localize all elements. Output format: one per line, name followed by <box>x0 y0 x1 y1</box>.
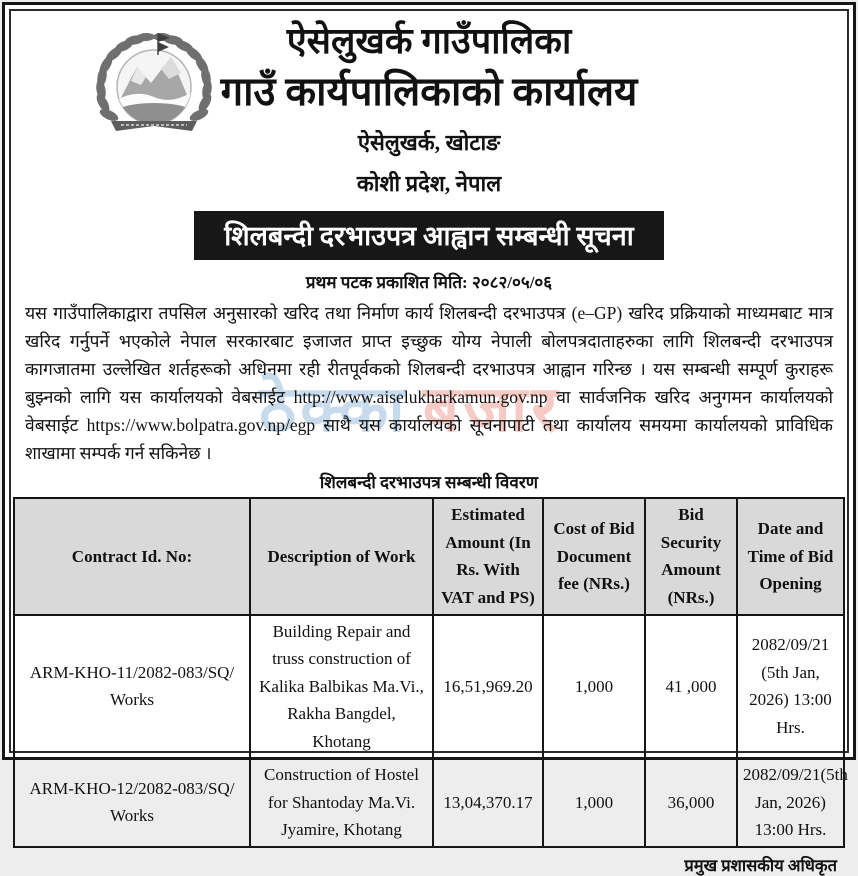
table-title: शिलबन्दी दरभाउपत्र सम्बन्धी विवरण <box>319 473 539 493</box>
column-header-document-fee: Cost of Bid Document fee (NRs.) <box>543 498 645 614</box>
cell-contract-id: ARM-KHO-12/2082-083/SQ/ Works <box>14 758 250 847</box>
watermark-word-2: बजार <box>422 373 562 445</box>
letterhead <box>11 11 847 198</box>
notice-banner-title: शिलबन्दी दरभाउपत्र आह्वान सम्बन्धी सूचना <box>194 211 663 260</box>
signature-line: प्रमुख प्रशासकीय अधिकृत <box>684 855 837 875</box>
cell-bid-security: 36,000 <box>645 758 737 847</box>
cell-bid-security: 41 ,000 <box>645 615 737 759</box>
document-inner-border <box>9 9 849 875</box>
table-row <box>14 758 844 847</box>
document-outer-border <box>2 2 856 875</box>
bid-details-table <box>13 497 848 847</box>
published-date-line: प्रथम पटक प्रकाशित मिति: २०८२/०५/०६ <box>305 273 553 293</box>
cell-contract-id: ARM-KHO-11/2082-083/SQ/ Works <box>14 615 250 759</box>
table-header-row <box>14 498 844 614</box>
office-name: गाउँ कार्यपालिकाको कार्यालय <box>220 69 638 115</box>
cell-estimated: 16,51,969.20 <box>433 615 543 759</box>
column-header-estimated: Estimated Amount (In Rs. With VAT and PS) <box>433 498 543 614</box>
cell-opening-date: 2082/09/21(5th Jan, 2026) 13:00 Hrs. <box>737 758 844 847</box>
cell-estimated: 13,04,370.17 <box>433 758 543 847</box>
cell-description: Building Repair and truss construction of Kalika Balbikas Ma.Vi., Rakha Bangdel, Khotang <box>250 615 433 759</box>
column-header-bid-security: Bid Security Amount (NRs.) <box>645 498 737 614</box>
column-header-opening-date: Date and Time of Bid Opening <box>737 498 844 614</box>
cell-document-fee: 1,000 <box>543 758 645 847</box>
cell-description: Construction of Hostel for Shantoday Ma.Vi. Jyamire, Khotang <box>250 758 433 847</box>
column-header-description: Description of Work <box>250 498 433 614</box>
org-name: ऐसेलुखर्क गाउँपालिका <box>286 21 572 61</box>
address-line2: कोशी प्रदेश, नेपाल <box>356 171 502 197</box>
column-header-contract-id: Contract Id. No: <box>14 498 250 614</box>
nepal-emblem-icon <box>91 29 217 137</box>
watermark-word-1: ठेक्का <box>259 373 409 445</box>
notice-body-paragraph: यस गाउँपालिकाद्वारा तपसिल अनुसारको खरिद तथा निर्माण कार्य शिलबन्दी दरभाउपत्र (e–GP) खरिद प्रक्रियाको माध्यमबाट मात्र खरिद गर्नुपर्ने भएकोले नेपाल सरकारबाट इजाजत प्राप्त इच्छुक योग्य नेपाली बोलपत्रदाताहरुका लागि शिलबन्दी दरभाउपत्र कागजातमा उल्लेखित शर्तहरूको अधिनमा रही रीतपूर्वकको शिलबन्दी दरभाउपत्र आह्वान गरिन्छ । यस सम्बन्धी सम्पूर्ण कुराहरू बुझ्नको लागि यस कार्यालयको वेबसाईट http://www.aiselukharkamun.gov.np वा सार्वजनिक खरिद अनुगमन कार्यालयको वेबसाईट https://www.bolpatra.gov.np/egp साथै यस कार्यालयको सूचनापाटी तथा कार्यालय समयमा कार्यालयको प्राविधिक शाखामा सम्पर्क गर्न सकिनेछ । <box>25 303 833 464</box>
cell-opening-date: 2082/09/21 (5th Jan, 2026) 13:00 Hrs. <box>737 615 844 759</box>
cell-document-fee: 1,000 <box>543 615 645 759</box>
address-line1: ऐसेलुखर्क, खोटाङ <box>357 130 501 156</box>
table-row <box>14 615 844 759</box>
